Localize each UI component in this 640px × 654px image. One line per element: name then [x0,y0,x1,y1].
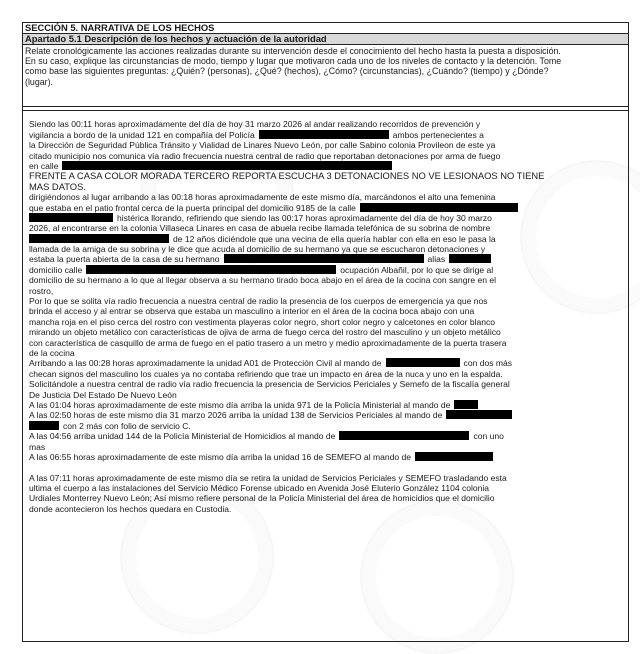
narrative-line: mas [29,441,46,452]
redaction-block [86,265,336,274]
narrative-line: rostro, [29,285,54,296]
narrative-line: Solicitándole a nuestra central de radio vía radio frecuencia la presencia de Servicios Periciales y Semefo de la fiscalía general [29,379,510,390]
narrative-line: De Justicia Del Estado De Nuevo León [29,389,177,400]
redaction-block [360,203,518,212]
narrative-line: dirigiéndonos al lugar arribando a las 00:18 horas aproximadamente de este mismo día, marcándonos el alto una femenina [29,192,496,203]
narrative-line: Arribando a las 00:28 horas aproximadamente la unidad A01 de Protección Civil al mando de con dos más [29,358,513,369]
narrative-line: donde acontecieron los hechos quedara en Custodia. [29,503,232,514]
narrative-line: de la cocina [29,347,75,358]
redaction-block [454,400,478,409]
redaction-block [446,410,512,419]
redaction-block [29,234,169,243]
redaction-block [449,254,491,263]
narrative-line: estaba la puerta abierta de la casa de su hermano alias [29,254,551,264]
narrative-line: mirando un objeto metálico con características de ojiva de arma de fuego cerca del rostro del masculino y un objeto metálico [29,327,501,338]
narrative-line: llamada de la amiga de su sobrina y le dice que acuda al domicilio de su hermano ya que se escucharon detonaciones y [29,244,486,255]
section-title: SECCIÓN 5. NARRATIVA DE LOS HECHOS [23,23,628,34]
instructions [25,46,627,87]
narrative-line: checan signos del masculino los cuales ya no contaba refiriendo que trae un impacto en área de la nuca y uno en la espalda. [29,368,503,379]
narrative-form [22,22,629,642]
narrative-line: Por lo que se solita vía radio frecuencia a nuestra central de radio la presencia de los cuerpos de emergencia ya que nos [29,296,488,307]
redaction-block [415,452,493,461]
narrative-line: Siendo las 00:11 horas aproximadamente del día de hoy 31 marzo 2026 al andar realizando recorridos de prevención y [29,119,481,130]
redaction-block [386,358,460,367]
redaction-block [29,421,59,430]
narrative-line: FRENTE A CASA COLOR MORADA TERCERO REPORTA ESCUCHA 3 DETONACIONES NO VE LESIONAOS NO TIENE [29,170,545,182]
instruction-line: (lugar). [25,76,54,87]
redaction-block [339,431,469,440]
narrative-line: con 2 más con folio de servicio C. [29,421,551,431]
narrative-line: domicilio calle ocupación Albañil, por lo que se dirige al [29,264,494,275]
redaction-block [259,130,389,139]
narrative-line: MAS DATOS. [29,180,86,192]
narrative-line: citado municipio nos comunica vía radio frecuencia nuestra central de radio que reportaban detonaciones por arma de fuego [29,150,501,161]
narrative-line: A las 07:11 horas aproximadamente de este mismo día se retira la unidad de Servicios Periciales y SEMEFO trasladando esta [29,472,507,483]
redaction-block [224,254,424,263]
narrative-line: mancha roja en el piso cerca del rostro con vestimenta playeras color negro, short color negro y calcetones en color blanco [29,316,496,327]
narrative-line: con característica de casquillo de arma de fuego en el patio trasero a un metro y medio aproximadamente de la puerta trasera [29,337,507,348]
narrative-line: vigilancia a bordo de la unidad 121 en compañía del Policía ambos pertenecientes a [29,129,484,140]
narrative-line: A las 06:55 horas aproximadamente de este mismo día arriba la unidad 16 de SEMEFO al mando de [29,452,551,462]
narrative-line: la Dirección de Seguridad Pública Tránsito y Vialidad de Linares Nuevo León, por calle Sabino colonia Provileon de este ya [29,140,496,151]
narrative-line: ultima el cuerpo a las instalaciones del Servicio Médico Forense ubicado en Avenida José Eluterio González 1104 colonia [29,483,490,494]
subsection-title: Apartado 5.1 Descripción de los hechos y actuación de la autoridad [23,34,628,45]
narrative-line: brinda el acceso y al entrar se observa que estaba un masculino a interior en el área de la cocina boca abajo con una [29,306,475,317]
narrative-line: que estaba en el patio frontal cerca de la puerta principal del domicilio 9185 de la calle [29,203,551,213]
instruction-line: En su caso, explique las circunstancias de modo, tiempo y lugar que motivaron cada uno de los niveles de contacto y la detención. Tome [25,56,562,67]
narrative-line: de 12 años diciéndole que una vecina de ella quería hablar con ella en eso le pasa la [29,234,551,244]
narrative-body [29,109,551,514]
narrative-line: A las 04:56 arriba unidad 144 de la Policía Ministerial de Homicidios al mando de con uno [29,431,504,442]
instruction-line: Relate cronológicamente las acciones realizadas durante su intervención desde el conocimiento del hecho hasta la puesta a disposición. [25,46,561,56]
narrative-line: Urdiales Monterrey Nuevo León; Así mismo refiere personal de la Policía Ministerial del área de homicidios que el domicilio [29,493,495,504]
narrative-line: histérica llorando, refiriendo que siendo las 00:17 horas aproximadamente del día de hoy 30 marzo [29,213,551,223]
narrative-line: domicilio de su hermano a lo que al llegar observa a su hermano tirado boca abajo en el área de la cocina con sangre en el [29,275,497,286]
instruction-line: como base las siguientes preguntas: ¿Quién? (personas), ¿Qué? (hechos), ¿Cómo? (circunstancias), ¿Cuándo? (tiempo) y ¿Dónde? [25,66,549,77]
redaction-block [62,161,392,170]
divider [23,106,628,107]
narrative-line: A las 01:04 horas aproximadamente de este mismo día arriba la unida 971 de la Policía Ministerial al mando de [29,400,551,410]
narrative-line: en calle [29,161,551,171]
narrative-line: A las 02:50 horas de este mismo día 31 marzo 2026 arriba la unidad 138 de Servicios Periciales al mando de [29,410,551,420]
narrative-line: 2026, al encontrarse en la colonia Villaseca Linares en casa de abuela recibe llamada telefónica de su sobrina de nombre [29,223,491,234]
redaction-block [29,213,113,222]
